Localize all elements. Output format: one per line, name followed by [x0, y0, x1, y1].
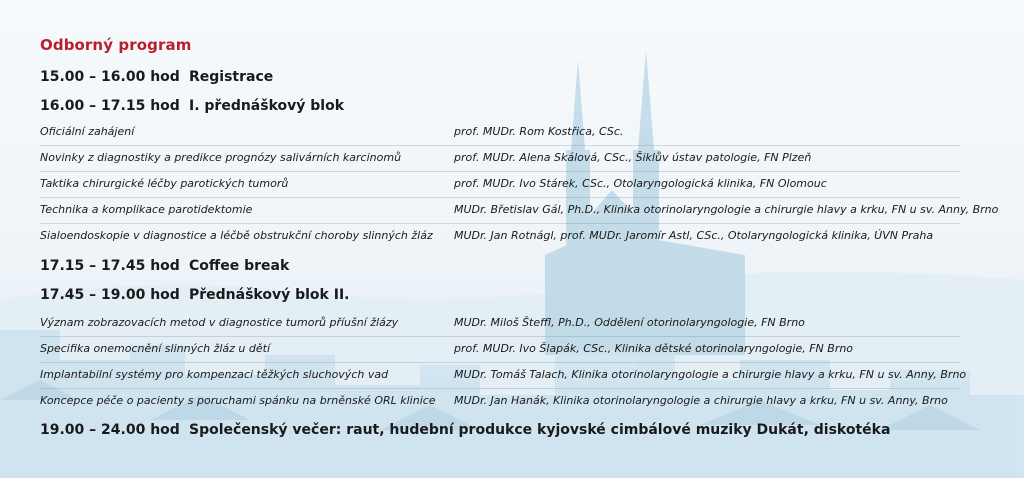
row-divider: [40, 197, 960, 198]
session-label: Registrace: [189, 69, 274, 85]
row-divider: [40, 145, 960, 146]
session-time: 19.00 – 24.00 hod: [40, 422, 180, 438]
lecture-topic: Oficiální zahájení: [40, 125, 135, 138]
lecture-topic: Novinky z diagnostiky a predikce prognózy salivárních karcinomů: [40, 151, 402, 164]
lecture-speaker: MUDr. Břetislav Gál, Ph.D., Klinika otorinolaryngologie a chirurgie hlavy a krku, FN u sv. Anny, Brno: [454, 203, 999, 216]
session-time: 15.00 – 16.00 hod: [40, 69, 180, 85]
lecture-topic: Implantabilní systémy pro kompenzaci těžkých sluchových vad: [40, 368, 389, 381]
lecture-topic: Taktika chirurgické léčby parotických tumorů: [40, 177, 289, 190]
lecture-speaker: prof. MUDr. Rom Kostřica, CSc.: [454, 125, 624, 138]
lecture-topic: Technika a komplikace parotidektomie: [40, 203, 253, 216]
session-label: Společenský večer: raut, hudební produkce kyjovské cimbálové muziky Dukát, diskotéka: [189, 422, 891, 438]
lecture-topic: Koncepce péče o pacienty s poruchami spánku na brněnské ORL klinice: [40, 394, 436, 407]
session-label: I. přednáškový blok: [189, 98, 345, 114]
lecture-topic: Specifika onemocnění slinných žláz u dětí: [40, 342, 271, 355]
session-label: Přednáškový blok II.: [189, 287, 350, 303]
lecture-topic: Sialoendoskopie v diagnostice a léčbě obstrukční choroby slinných žláz: [40, 229, 433, 242]
session-time: 17.15 – 17.45 hod: [40, 258, 180, 274]
lecture-topic: Význam zobrazovacích metod v diagnostice tumorů příušní žlázy: [40, 316, 399, 329]
row-divider: [40, 388, 960, 389]
row-divider: [40, 171, 960, 172]
session-time: 17.45 – 19.00 hod: [40, 287, 180, 303]
row-divider: [40, 223, 960, 224]
row-divider: [40, 336, 960, 337]
program-heading: Odborný program: [40, 36, 192, 54]
session-time: 16.00 – 17.15 hod: [40, 98, 180, 114]
lecture-speaker: prof. MUDr. Ivo Šlapák, CSc., Klinika dětské otorinolaryngologie, FN Brno: [454, 342, 854, 355]
lecture-speaker: prof. MUDr. Alena Skálová, CSc., Šiklův ústav patologie, FN Plzeň: [454, 151, 812, 164]
lecture-speaker: MUDr. Jan Rotnágl, prof. MUDr. Jaromír Astl, CSc., Otolaryngologická klinika, ÚVN Praha: [454, 229, 934, 242]
lecture-speaker: prof. MUDr. Ivo Stárek, CSc., Otolaryngologická klinika, FN Olomouc: [454, 177, 827, 190]
lecture-speaker: MUDr. Jan Hanák, Klinika otorinolaryngologie a chirurgie hlavy a krku, FN u sv. Anny, Brno: [454, 394, 948, 407]
lecture-speaker: MUDr. Miloš Šteffl, Ph.D., Oddělení otorinolaryngologie, FN Brno: [454, 316, 805, 329]
session-label: Coffee break: [189, 258, 290, 274]
lecture-speaker: MUDr. Tomáš Talach, Klinika otorinolaryngologie a chirurgie hlavy a krku, FN u sv. Anny, Brno: [454, 368, 967, 381]
row-divider: [40, 362, 960, 363]
